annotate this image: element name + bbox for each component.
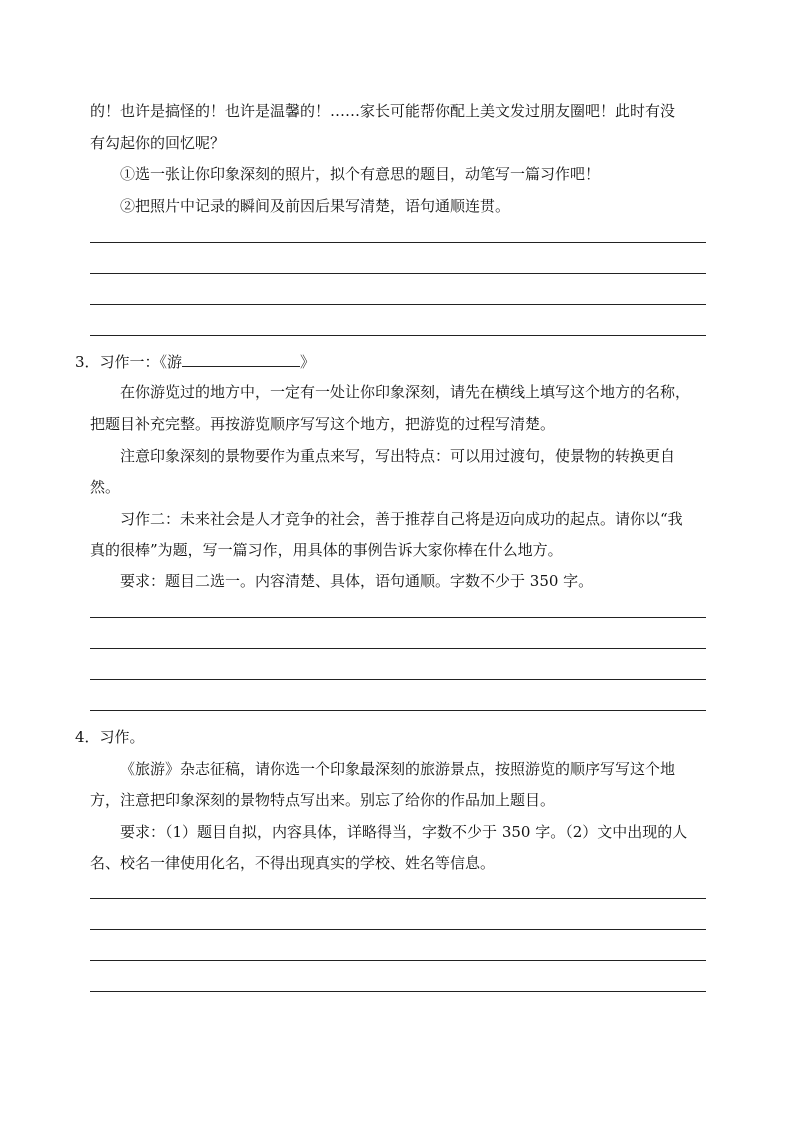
- writing-line[interactable]: [90, 710, 706, 711]
- q3-paragraph-2-line-2: 然。: [90, 478, 121, 496]
- q4-requirement-line-1: 要求：（1）题目自拟，内容具体，详略得当，字数不少于 350 字。（2）文中出现的人: [120, 823, 688, 841]
- writing-line[interactable]: [90, 304, 706, 305]
- q3-paragraph-2-line-1: 注意印象深刻的景物要作为重点来写，写出特点：可以用过渡句，使景物的转换更自: [120, 447, 676, 465]
- q4-paragraph-1-line-2: 方，注意把印象深刻的景物特点写出来。别忘了给你的作品加上题目。: [90, 791, 556, 809]
- q3-paragraph-3-line-2: 真的很棒”为题，写一篇习作，用具体的事例告诉大家你棒在什么地方。: [90, 541, 563, 559]
- intro-line-1: 的！也许是搞怪的！也许是温馨的！……家长可能帮你配上美文发过朋友圈吧！此时有没: [90, 102, 676, 120]
- q3-paragraph-1-line-1: 在你游览过的地方中，一定有一处让你印象深刻，请先在横线上填写这个地方的名称，: [120, 383, 691, 401]
- writing-line[interactable]: [90, 898, 706, 899]
- writing-line[interactable]: [90, 335, 706, 336]
- intro-requirement-2: ②把照片中记录的瞬间及前因后果写清楚，语句通顺连贯。: [120, 197, 511, 215]
- q3-title-prefix: 3．习作一：《游: [75, 353, 183, 371]
- writing-line[interactable]: [90, 648, 706, 649]
- q4-requirement-line-2: 名、校名一律使用化名，不得出现真实的学校、姓名等信息。: [90, 854, 496, 872]
- writing-line[interactable]: [90, 960, 706, 961]
- writing-line[interactable]: [90, 273, 706, 274]
- writing-line[interactable]: [90, 929, 706, 930]
- q3-paragraph-1-line-2: 把题目补充完整。再按游览顺序写写这个地方，把游览的过程写清楚。: [90, 415, 556, 433]
- intro-requirement-1: ①选一张让你印象深刻的照片，拟个有意思的题目，动笔写一篇习作吧！: [120, 165, 601, 183]
- q3-paragraph-3-line-1: 习作二：未来社会是人才竞争的社会，善于推荐自己将是迈向成功的起点。请你以“我: [120, 510, 683, 528]
- writing-line[interactable]: [90, 617, 706, 618]
- q3-title-suffix: 》: [300, 353, 316, 371]
- intro-line-2: 有勾起你的回忆呢？: [90, 134, 226, 152]
- q3-requirement: 要求：题目二选一。内容清楚、具体，语句通顺。字数不少于 350 字。: [120, 572, 594, 590]
- writing-line[interactable]: [90, 242, 706, 243]
- q3-title-blank[interactable]: [182, 352, 300, 367]
- q4-paragraph-1-line-1: 《旅游》杂志征稿，请你选一个印象最深刻的旅游景点，按照游览的顺序写写这个地: [120, 760, 676, 778]
- q4-title: 4．习作。: [75, 728, 145, 746]
- q3-title: [75, 352, 315, 372]
- writing-line[interactable]: [90, 991, 706, 992]
- writing-line[interactable]: [90, 679, 706, 680]
